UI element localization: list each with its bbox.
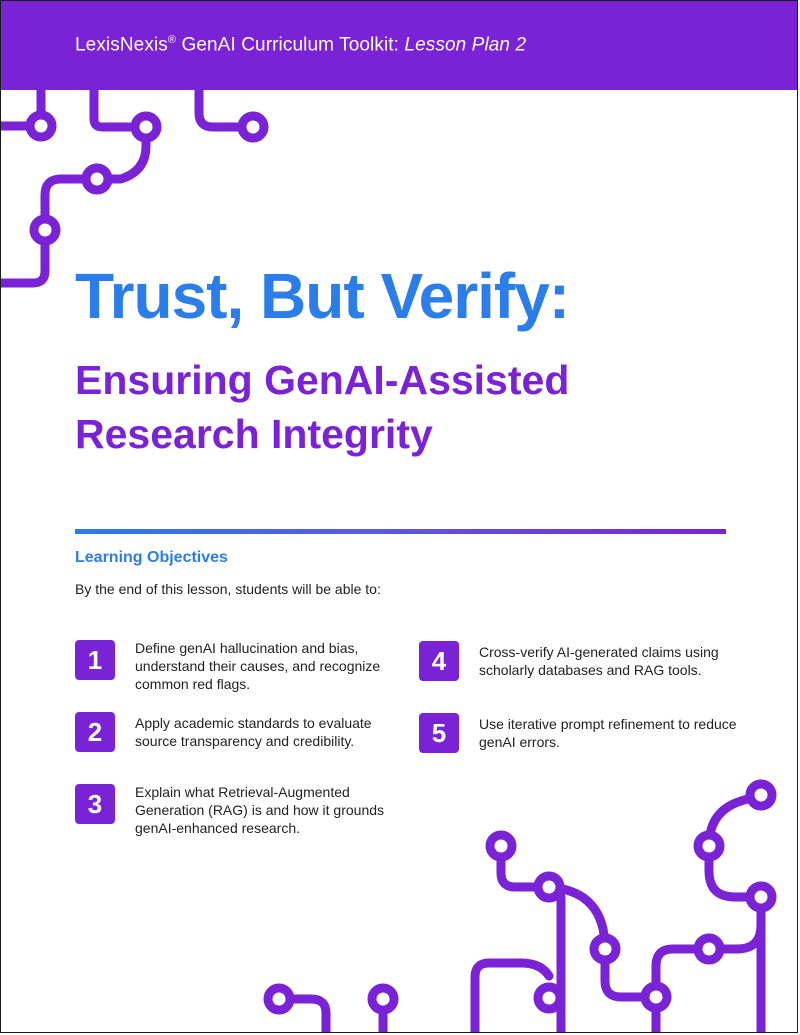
lesson-label: Lesson Plan 2	[404, 34, 527, 56]
circuit-node	[268, 988, 290, 1010]
toolkit-name: GenAI Curriculum Toolkit:	[176, 34, 405, 56]
objective-text: Cross-verify AI-generated claims using scholarly databases and RAG tools.	[479, 644, 719, 678]
circuit-node	[490, 835, 512, 857]
circuit-node	[30, 115, 52, 137]
circuit-node	[34, 219, 56, 241]
objective-text: Define genAI hallucination and bias, understand their causes, and recognize common red flags.	[135, 640, 381, 692]
circuit-node	[750, 784, 772, 806]
objectives-heading: Learning Objectives	[75, 549, 228, 566]
objective-text: Use iterative prompt refinement to reduce genAI errors.	[479, 716, 737, 750]
circuit-node	[698, 835, 720, 857]
circuit-node	[594, 938, 616, 960]
page-title: Trust, But Verify:	[75, 260, 570, 332]
circuit-node	[750, 886, 772, 908]
circuit-node	[242, 116, 264, 138]
circuit-decoration	[1, 1, 798, 1033]
objective-item-3	[75, 784, 395, 837]
objective-text: Apply academic standards to evaluate source transparency and credibility.	[135, 715, 372, 749]
objective-item-2	[75, 712, 395, 752]
objective-item-5	[419, 713, 749, 753]
circuit-node	[538, 876, 560, 898]
circuit-node	[645, 986, 667, 1008]
objective-number-badge: 3	[75, 784, 115, 824]
objective-item-1	[75, 640, 395, 693]
circuit-node	[86, 168, 108, 190]
objective-number-badge: 5	[419, 713, 459, 753]
objective-number-badge: 4	[419, 641, 459, 681]
registered-mark: ®	[167, 34, 177, 46]
objective-item-4	[419, 641, 749, 681]
circuit-node	[372, 988, 394, 1010]
brand-name: LexisNexis	[75, 34, 168, 56]
page-subtitle: Ensuring GenAI-Assisted Research Integrity	[75, 357, 570, 457]
objectives-intro: By the end of this lesson, students will be able to:	[75, 581, 381, 597]
circuit-node	[698, 938, 720, 960]
circuit-node	[135, 116, 157, 138]
objective-text: Explain what Retrieval-Augmented Generation (RAG) is and how it grounds genAI-enhanced research.	[135, 784, 385, 836]
section-divider	[75, 529, 726, 534]
circuit-node	[538, 987, 560, 1009]
objective-number-badge: 1	[75, 640, 115, 680]
objective-number-badge: 2	[75, 712, 115, 752]
